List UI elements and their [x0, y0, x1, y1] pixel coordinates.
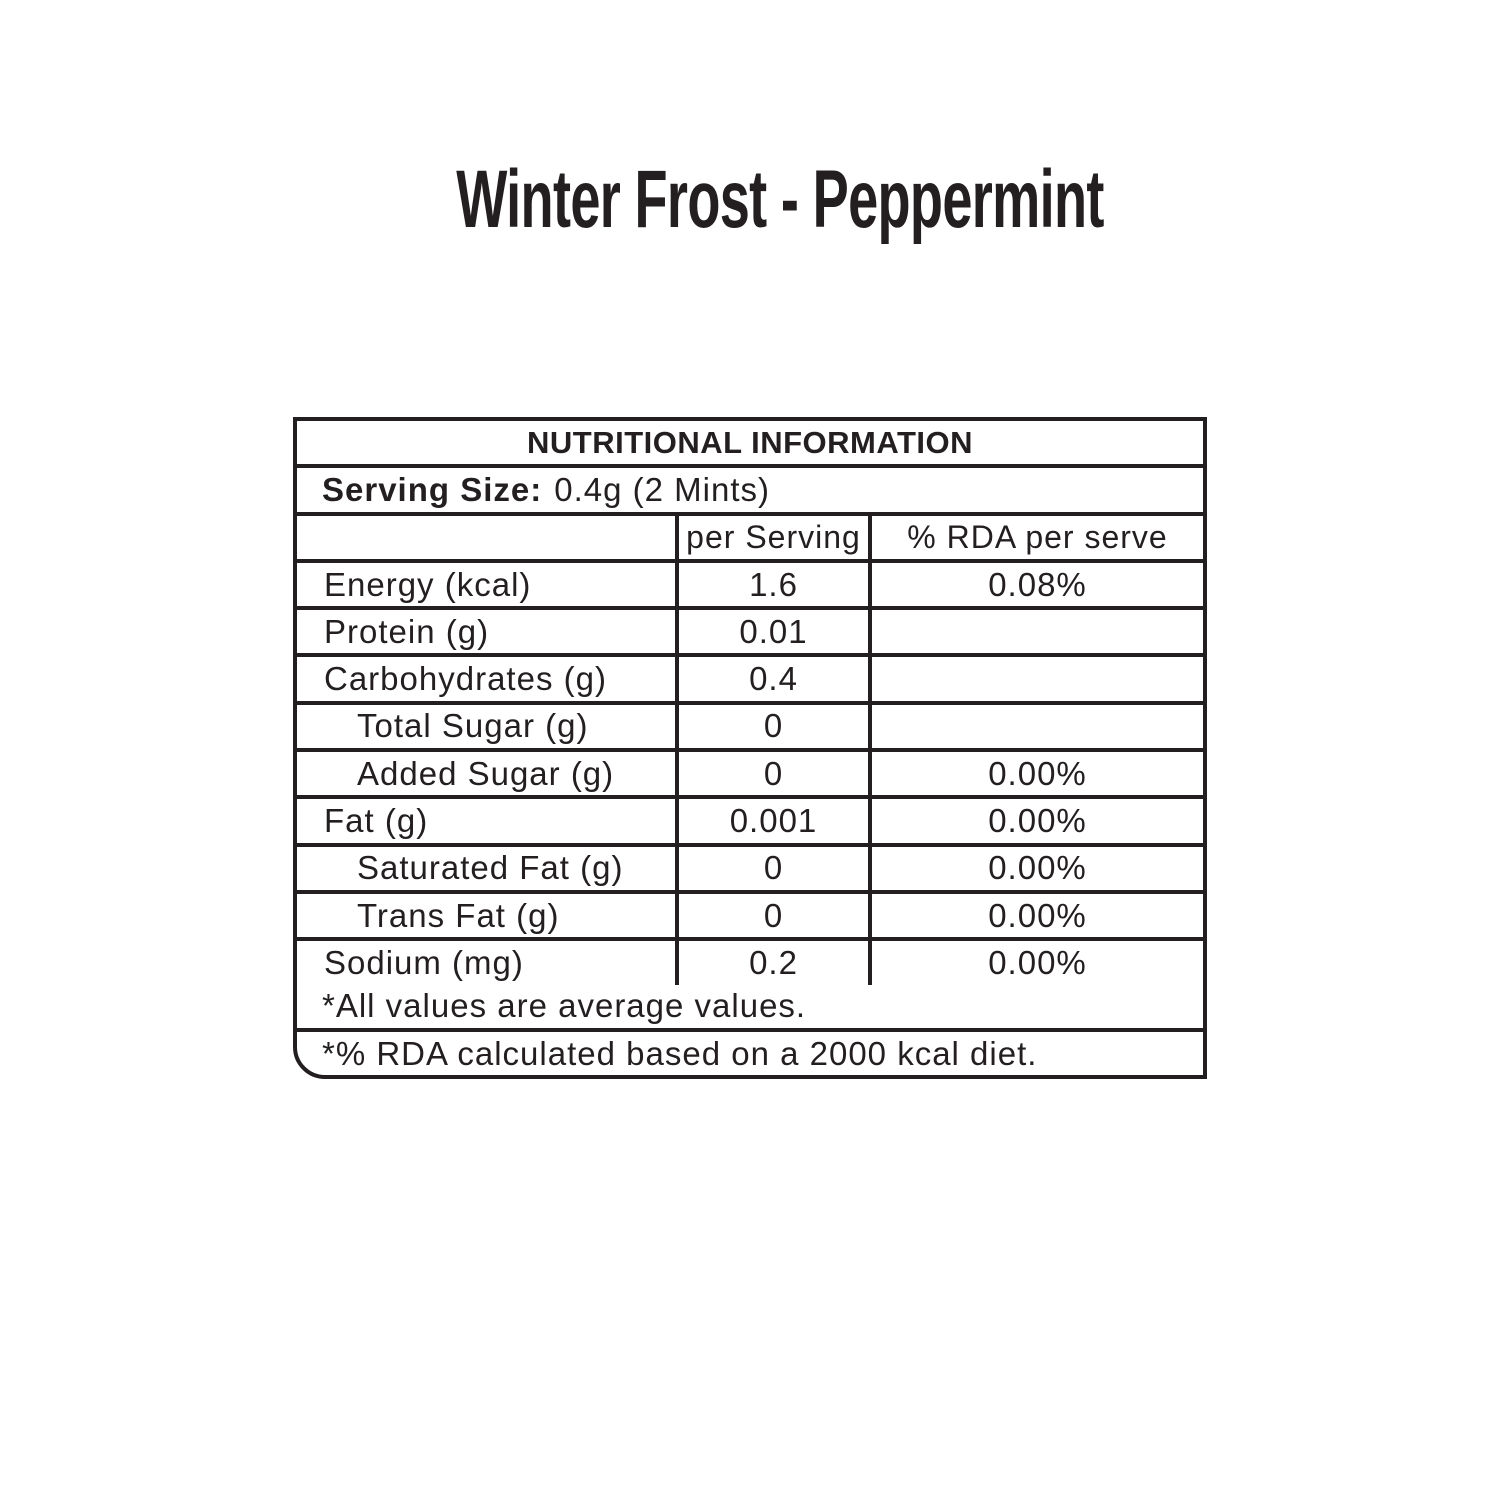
per-serving-value: 1.6: [675, 563, 872, 606]
table-row: [297, 657, 1203, 704]
per-serving-value: 0: [675, 752, 872, 795]
footnote-rda: *% RDA calculated based on a 2000 kcal diet.: [322, 1034, 1038, 1072]
product-title: Winter Frost - Peppermint: [456, 154, 1104, 245]
serving-size-row: [297, 468, 1203, 515]
nutrient-label: Added Sugar (g): [357, 754, 615, 792]
table-row: [297, 894, 1203, 941]
table-row: [297, 847, 1203, 894]
rda-value: 0.00%: [988, 849, 1087, 887]
rda-value: 0.00%: [988, 943, 1087, 981]
nutrient-label: Saturated Fat (g): [357, 849, 624, 887]
nutrient-rows: [297, 563, 1203, 985]
per-serving-value: 0: [675, 894, 872, 937]
nutrition-table: [293, 417, 1207, 1079]
table-row: [297, 610, 1203, 657]
per-serving-value: 0.001: [675, 799, 872, 842]
column-header-per-serving: per Serving: [675, 516, 872, 559]
serving-size-label: Serving Size:: [322, 470, 543, 508]
rda-value: [872, 610, 1203, 653]
table-title: NUTRITIONAL INFORMATION: [526, 424, 974, 460]
table-row: [297, 705, 1203, 752]
footnote-average-row: [297, 985, 1203, 1032]
per-serving-value: 0.4: [675, 657, 872, 700]
table-row: [297, 941, 1203, 984]
rda-value: 0.00%: [988, 802, 1087, 840]
nutrient-label: Protein (g): [324, 612, 490, 650]
column-header-row: [297, 516, 1203, 563]
per-serving-value: 0.2: [675, 941, 872, 984]
per-serving-value: 0: [675, 847, 872, 890]
rda-value: 0.08%: [988, 565, 1087, 603]
nutrient-label: Energy (kcal): [324, 565, 532, 603]
column-header-rda: % RDA per serve: [907, 518, 1168, 555]
rda-value: 0.00%: [988, 754, 1087, 792]
table-row: [297, 799, 1203, 846]
footnote-rda-row: [297, 1032, 1203, 1075]
nutrient-label: Total Sugar (g): [357, 707, 589, 745]
nutrient-label: Sodium (mg): [324, 943, 524, 981]
table-row: [297, 752, 1203, 799]
table-row: [297, 563, 1203, 610]
per-serving-value: 0.01: [675, 610, 872, 653]
rda-value: [872, 705, 1203, 748]
rda-value: 0.00%: [988, 896, 1087, 934]
column-header-blank: [297, 516, 675, 559]
table-header-row: [297, 421, 1203, 468]
nutrient-label: Fat (g): [324, 802, 429, 840]
footnote-average: *All values are average values.: [322, 987, 807, 1025]
rda-value: [872, 657, 1203, 700]
per-serving-value: 0: [675, 705, 872, 748]
serving-size-value: 0.4g (2 Mints): [554, 470, 770, 508]
nutrient-label: Carbohydrates (g): [324, 660, 607, 698]
nutrient-label: Trans Fat (g): [357, 896, 560, 934]
